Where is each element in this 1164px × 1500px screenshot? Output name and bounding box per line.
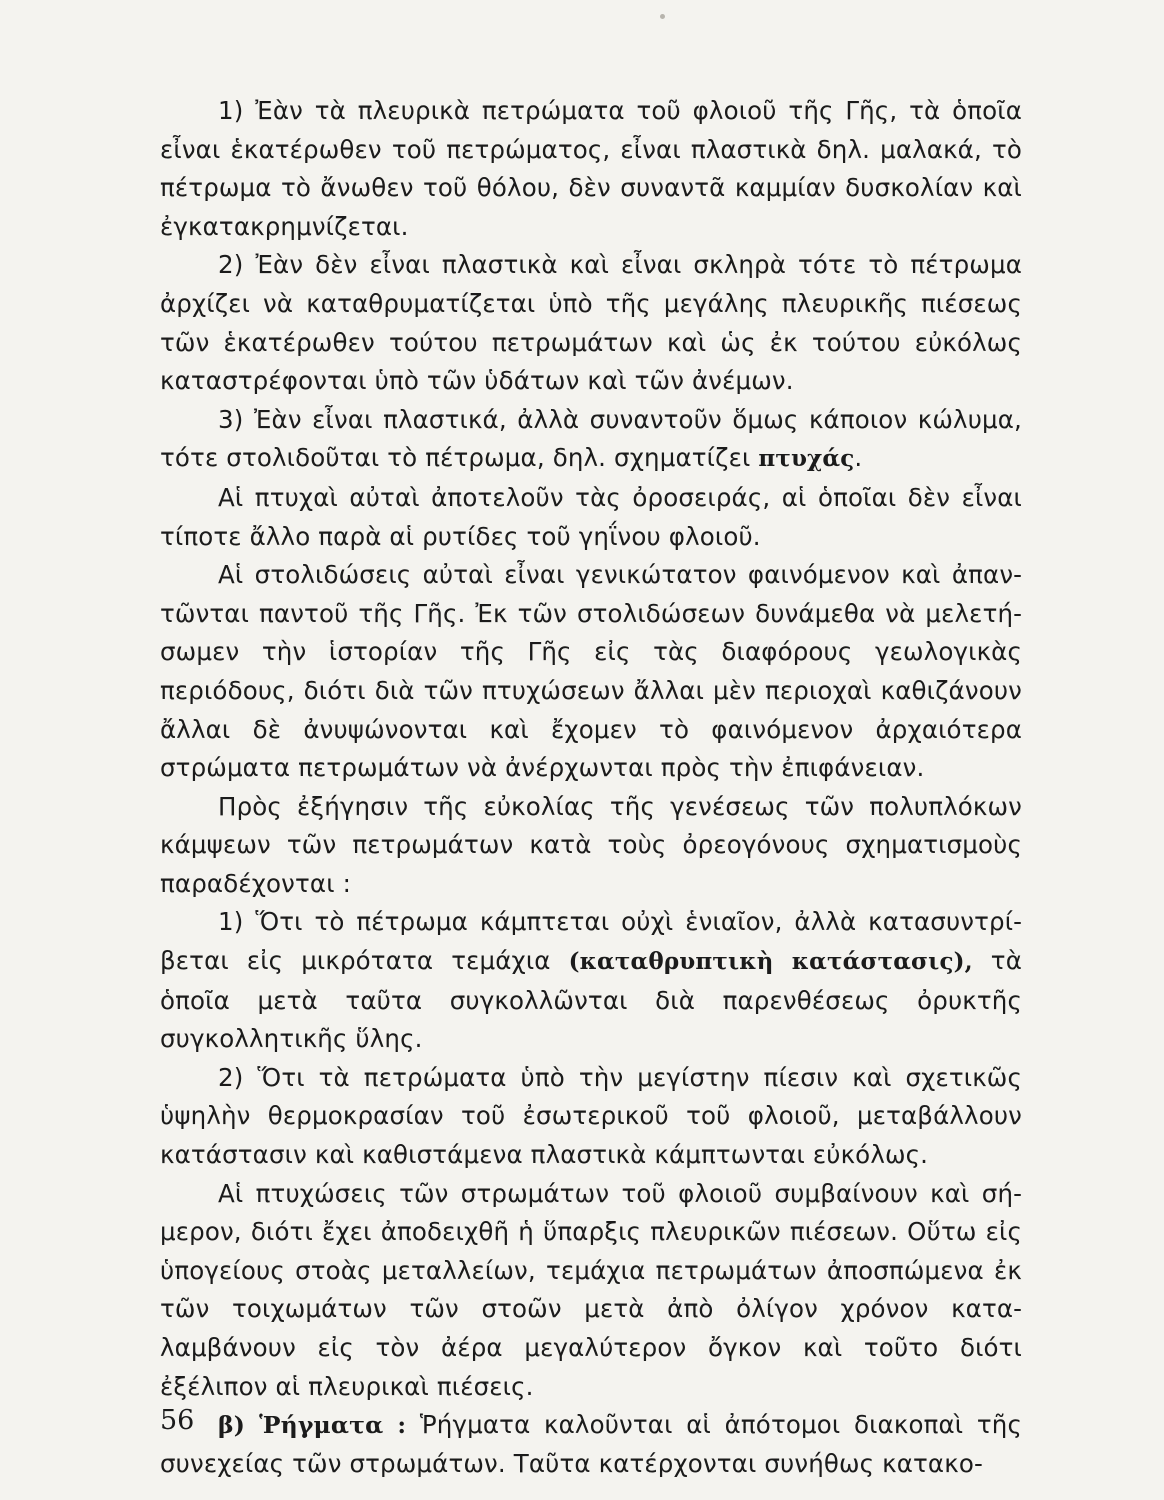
paragraph-7-text-after: τὰ ὁποῖα μετὰ ταῦτα συγκολλῶνται διὰ παρενθέσεως ὀρυκτῆς συγκολλητικῆς ὕλης. [160,946,1023,1054]
page-number: 56 [160,1405,195,1436]
paragraph-9 [160,1175,1022,1407]
paragraph-2 [160,246,1022,400]
paragraph-2-text: 2) Ἐὰν δὲν εἶναι πλαστικὰ καὶ εἶναι σκληρὰ τότε τὸ πέτρωμα ἀρχίζει νὰ καταθρυματίζεται ὑπὸ τῆς μεγάλης πλευρικῆς πιέσεως τῶν ἑκατέρωθεν τούτου πετρωμάτων καὶ ὡς ἐκ τούτου εὐκόλως καταστρέφονται ὑπὸ τῶν ὑδάτων καὶ τῶν ἀνέμων. [160,250,1022,396]
paragraph-3-text-after: . [854,443,863,473]
paragraph-5 [160,556,1022,788]
paper-speck [660,14,665,19]
paragraph-3 [160,401,1022,479]
paragraph-7-text-before: 1) Ὅτι τὸ πέτρωμα κάμπτεται οὐχὶ ἑνιαῖον, ἀλλὰ κατασυντρίβεται εἰς μικρότατα τεμάχια [160,907,1022,976]
paragraph-6-text: Πρὸς ἐξήγησιν τῆς εὐκολίας τῆς γενέσεως τῶν πολυπλόκων κάμψεων τῶν πετρωμάτων κατὰ τοὺς ὀρεογόνους σχηματισμοὺς παραδέχονται : [160,791,1022,898]
paragraph-5-text: Αἱ στολιδώσεις αὐταὶ εἶναι γενικώτατον φαινόμενον καὶ ἀπαντῶνται παντοῦ τῆς Γῆς. Ἐκ τῶν στολιδώσεων δυνάμεθα νὰ μελετήσωμεν τὴν ἱστορίαν τῆς Γῆς εἰς τὰς διαφόρους γεωλογικὰς περιόδους, διότι διὰ τῶν πτυχώσεων ἄλλαι μὲν περιοχαὶ καθιζάνουν ἄλλαι δὲ ἀνυψώνονται καὶ ἔχομεν τὸ φαινόμενον ἀρχαιότερα στρώματα πετρωμάτων νὰ ἀνέρχωνται πρὸς τὴν ἐπιφάνειαν. [160,560,1022,783]
paragraph-9-text: Αἱ πτυχώσεις τῶν στρωμάτων τοῦ φλοιοῦ συμβαίνουν καὶ σήμερον, διότι ἔχει ἀποδειχθῆ ἡ ὕπαρξις πλευρικῶν πιέσεων. Οὕτω εἰς ὑπογείους στοὰς μεταλλείων, τεμάχια πετρωμάτων ἀποσπώμενα ἐκ τῶν τοιχωμάτων τῶν στοῶν μετὰ ἀπὸ ὀλίγον χρόνον καταλαμβάνουν εἰς τὸν ἀέρα μεγαλύτερον ὄγκον καὶ τοῦτο διότι ἐξέλιπον αἱ πλευρικαὶ πιέσεις. [160,1178,1022,1401]
paragraph-4 [160,479,1022,556]
paragraph-1-text: 1) Ἐὰν τὰ πλευρικὰ πετρώματα τοῦ φλοιοῦ τῆς Γῆς, τὰ ὁποῖα εἶναι ἑκατέρωθεν τοῦ πετρώματος, εἶναι πλαστικὰ δηλ. μαλακά, τὸ πέτρωμα τὸ ἄνωθεν τοῦ θόλου, δὲν συναντᾶ καμμίαν δυσκολίαν καὶ ἐγκατακρημνίζεται. [160,96,1022,241]
paragraph-10 [160,1406,1022,1483]
paragraph-8 [160,1059,1022,1175]
paragraph-3-bold-term: πτυχάς [758,445,855,473]
paragraph-1 [160,92,1022,246]
paragraph-4-text: Αἱ πτυχαὶ αὐταὶ ἀποτελοῦν τὰς ὀροσειράς, αἱ ὁποῖαι δὲν εἶναι τίποτε ἄλλο παρὰ αἱ ρυτίδες τοῦ γηΐνου φλοιοῦ. [160,482,1022,551]
paragraph-7-bold-term: (καταθρυπτικὴ κατάστασις), [568,948,973,976]
body-text [160,92,1022,1483]
paragraph-6 [160,788,1022,904]
paragraph-7 [160,903,1022,1058]
paragraph-10-text: Ῥήγματα καλοῦνται αἱ ἀπότομοι διακοπαὶ τῆς συνεχείας τῶν στρωμάτων. Ταῦτα κατέρχονται συνήθως κατακο- [160,1410,1022,1478]
paragraph-8-text: 2) Ὅτι τὰ πετρώματα ὑπὸ τὴν μεγίστην πίεσιν καὶ σχετικῶς ὑψηλὴν θερμοκρασίαν τοῦ ἐσωτερικοῦ τοῦ φλοιοῦ, μεταβάλλουν κατάστασιν καὶ καθιστάμενα πλαστικὰ κάμπτωνται εὐκόλως. [160,1062,1022,1170]
section-heading-rhegmata: β) Ῥήγματα : [218,1411,407,1440]
paragraph-3-text-before: 3) Ἐὰν εἶναι πλαστικά, ἀλλὰ συναντοῦν ὅμως κάποιον κώλυμα, τότε στολιδοῦται τὸ πέτρωμα, δηλ. σχηματίζει [160,404,1022,473]
